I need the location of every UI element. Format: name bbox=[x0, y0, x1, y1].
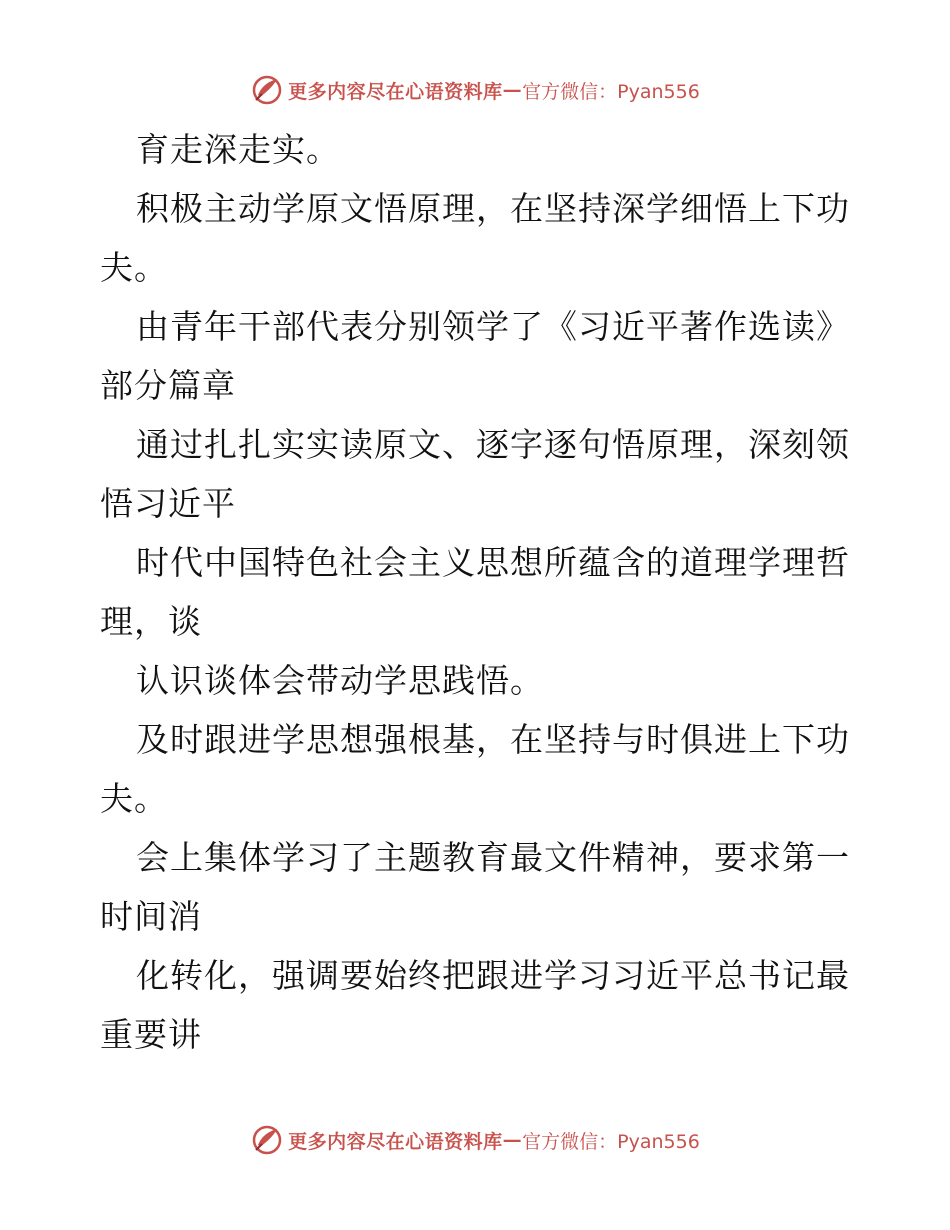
banner-dash: — bbox=[502, 1129, 523, 1151]
site-name: 更多内容尽在心语资料库 bbox=[288, 80, 503, 103]
pen-logo-icon bbox=[250, 73, 284, 107]
paragraph: 时代中国特色社会主义思想所蕴含的道理学理哲理，谈 bbox=[100, 543, 850, 641]
footer-banner bbox=[0, 1120, 950, 1160]
paragraph: 由青年干部代表分别领学了《习近平著作选读》部分篇章 bbox=[100, 307, 850, 405]
paragraph: 认识谈体会带动学思践悟。 bbox=[136, 661, 544, 700]
pen-logo-icon bbox=[250, 1123, 284, 1157]
wechat-id: 官方微信：Pyan556 bbox=[522, 80, 700, 103]
site-name: 更多内容尽在心语资料库 bbox=[288, 1130, 503, 1153]
paragraph: 化转化，强调要始终把跟进学习习近平总书记最重要讲 bbox=[100, 956, 850, 1054]
paragraph: 育走深走实。 bbox=[136, 130, 340, 169]
document-body bbox=[100, 120, 860, 1064]
header-banner bbox=[0, 70, 950, 110]
wechat-id: 官方微信：Pyan556 bbox=[522, 1130, 700, 1153]
banner-dash: — bbox=[502, 79, 523, 101]
paragraph: 及时跟进学思想强根基，在坚持与时俱进上下功夫。 bbox=[100, 720, 850, 818]
paragraph: 积极主动学原文悟原理，在坚持深学细悟上下功夫。 bbox=[100, 189, 850, 287]
paragraph: 通过扎扎实实读原文、逐字逐句悟原理，深刻领悟习近平 bbox=[100, 425, 850, 523]
paragraph: 会上集体学习了主题教育最文件精神，要求第一时间消 bbox=[100, 838, 850, 936]
